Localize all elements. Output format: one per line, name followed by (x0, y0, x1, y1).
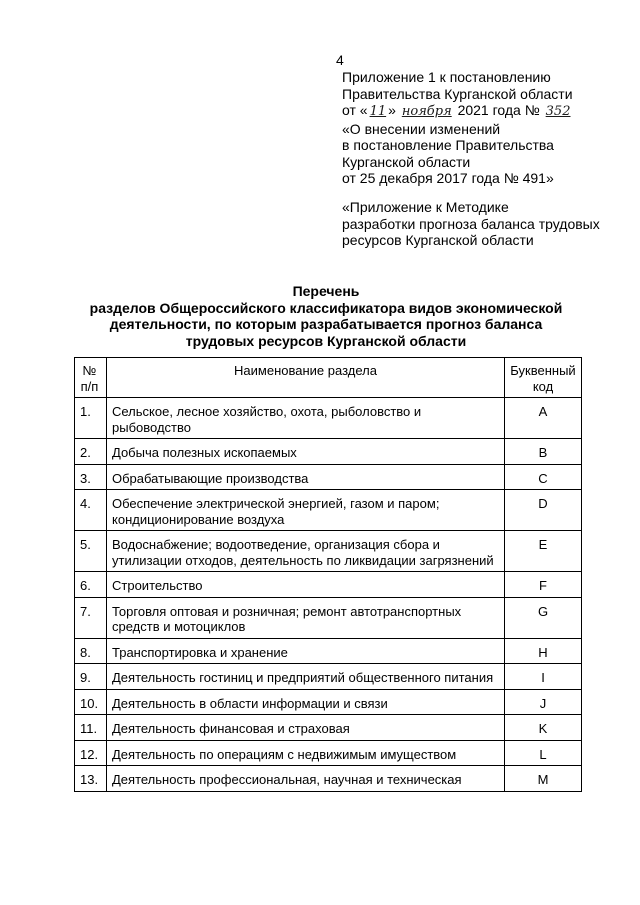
appendix-line: в постановление Правительства (342, 137, 554, 153)
row-number: 10. (75, 689, 107, 715)
row-number: 4. (75, 490, 107, 531)
row-letter-code: J (505, 689, 582, 715)
heading-line: разделов Общероссийского классификатора видов экономической (89, 299, 563, 316)
table-row (75, 490, 582, 531)
table-row (75, 638, 582, 664)
row-letter-code: A (505, 398, 582, 439)
appendix-line: Правительства Курганской области (342, 85, 573, 102)
row-number: 6. (75, 572, 107, 598)
row-letter-code: B (505, 439, 582, 465)
appendix-line: от 25 декабря 2017 года № 491» (342, 170, 554, 186)
table-row (75, 572, 582, 598)
row-number: 1. (75, 398, 107, 439)
handwritten-number: 352 (545, 104, 571, 119)
row-letter-code: K (505, 715, 582, 741)
handwritten-day: 11 (369, 104, 387, 119)
row-letter-code: I (505, 664, 582, 690)
row-section-name: Водоснабжение; водоотведение, организация сбора и утилизации отходов, деятельность по ликвидации загрязнений (107, 531, 505, 572)
row-letter-code: G (505, 597, 582, 638)
appendix-header (342, 69, 632, 187)
appendix-line: Приложение 1 к постановлению (342, 69, 551, 85)
table-row (75, 398, 582, 439)
row-letter-code: H (505, 638, 582, 664)
row-number: 5. (75, 531, 107, 572)
page-number: 4 (336, 52, 344, 68)
document-heading (70, 283, 582, 349)
date-suffix: 2021 года № (457, 102, 540, 118)
methodology-appendix (342, 199, 632, 249)
table-row (75, 531, 582, 572)
appendix-line: Курганской области (342, 153, 471, 170)
methodology-line: «Приложение к Методике (342, 199, 509, 215)
row-section-name: Деятельность профессиональная, научная и техническая (107, 766, 505, 792)
sections-table (74, 357, 582, 792)
row-number: 9. (75, 664, 107, 690)
row-number: 13. (75, 766, 107, 792)
row-number: 12. (75, 740, 107, 766)
row-number: 8. (75, 638, 107, 664)
table-row (75, 689, 582, 715)
row-number: 7. (75, 597, 107, 638)
heading-line: трудовых ресурсов Курганской области (185, 332, 467, 349)
row-number: 3. (75, 464, 107, 490)
row-letter-code: C (505, 464, 582, 490)
row-section-name: Деятельность по операциям с недвижимым имуществом (107, 740, 505, 766)
table-row (75, 664, 582, 690)
row-section-name: Торговля оптовая и розничная; ремонт автотранспортных средств и мотоциклов (107, 597, 505, 638)
handwritten-month: ноября (401, 104, 452, 119)
row-section-name: Добыча полезных ископаемых (107, 439, 505, 465)
heading-line: деятельности, по которым разрабатывается прогноз баланса (109, 316, 543, 332)
header-section-name: Наименование раздела (107, 358, 505, 398)
row-section-name: Строительство (107, 572, 505, 598)
date-mid: » (388, 102, 396, 118)
row-letter-code: E (505, 531, 582, 572)
heading-line: Перечень (292, 283, 360, 299)
header-letter-code: Буквенный код (505, 358, 582, 398)
row-letter-code: D (505, 490, 582, 531)
row-section-name: Обрабатывающие производства (107, 464, 505, 490)
row-letter-code: L (505, 740, 582, 766)
table-row (75, 766, 582, 792)
row-section-name: Сельское, лесное хозяйство, охота, рыболовство и рыбоводство (107, 398, 505, 439)
row-section-name: Деятельность финансовая и страховая (107, 715, 505, 741)
row-number: 11. (75, 715, 107, 741)
table-row (75, 464, 582, 490)
appendix-line: «О внесении изменений (342, 120, 501, 137)
row-number: 2. (75, 439, 107, 465)
table-header-row (75, 358, 582, 398)
table-row (75, 439, 582, 465)
table-row (75, 715, 582, 741)
header-number: № п/п (75, 358, 107, 398)
methodology-line: ресурсов Курганской области (342, 232, 534, 248)
row-section-name: Деятельность в области информации и связи (107, 689, 505, 715)
table-row (75, 597, 582, 638)
row-section-name: Обеспечение электрической энергией, газом и паром; кондиционирование воздуха (107, 490, 505, 531)
methodology-line: разработки прогноза баланса трудовых (342, 215, 600, 232)
table-row (75, 740, 582, 766)
appendix-date-line (342, 102, 632, 121)
row-letter-code: M (505, 766, 582, 792)
row-section-name: Транспортировка и хранение (107, 638, 505, 664)
date-prefix: от « (342, 102, 368, 118)
row-letter-code: F (505, 572, 582, 598)
row-section-name: Деятельность гостиниц и предприятий общественного питания (107, 664, 505, 690)
